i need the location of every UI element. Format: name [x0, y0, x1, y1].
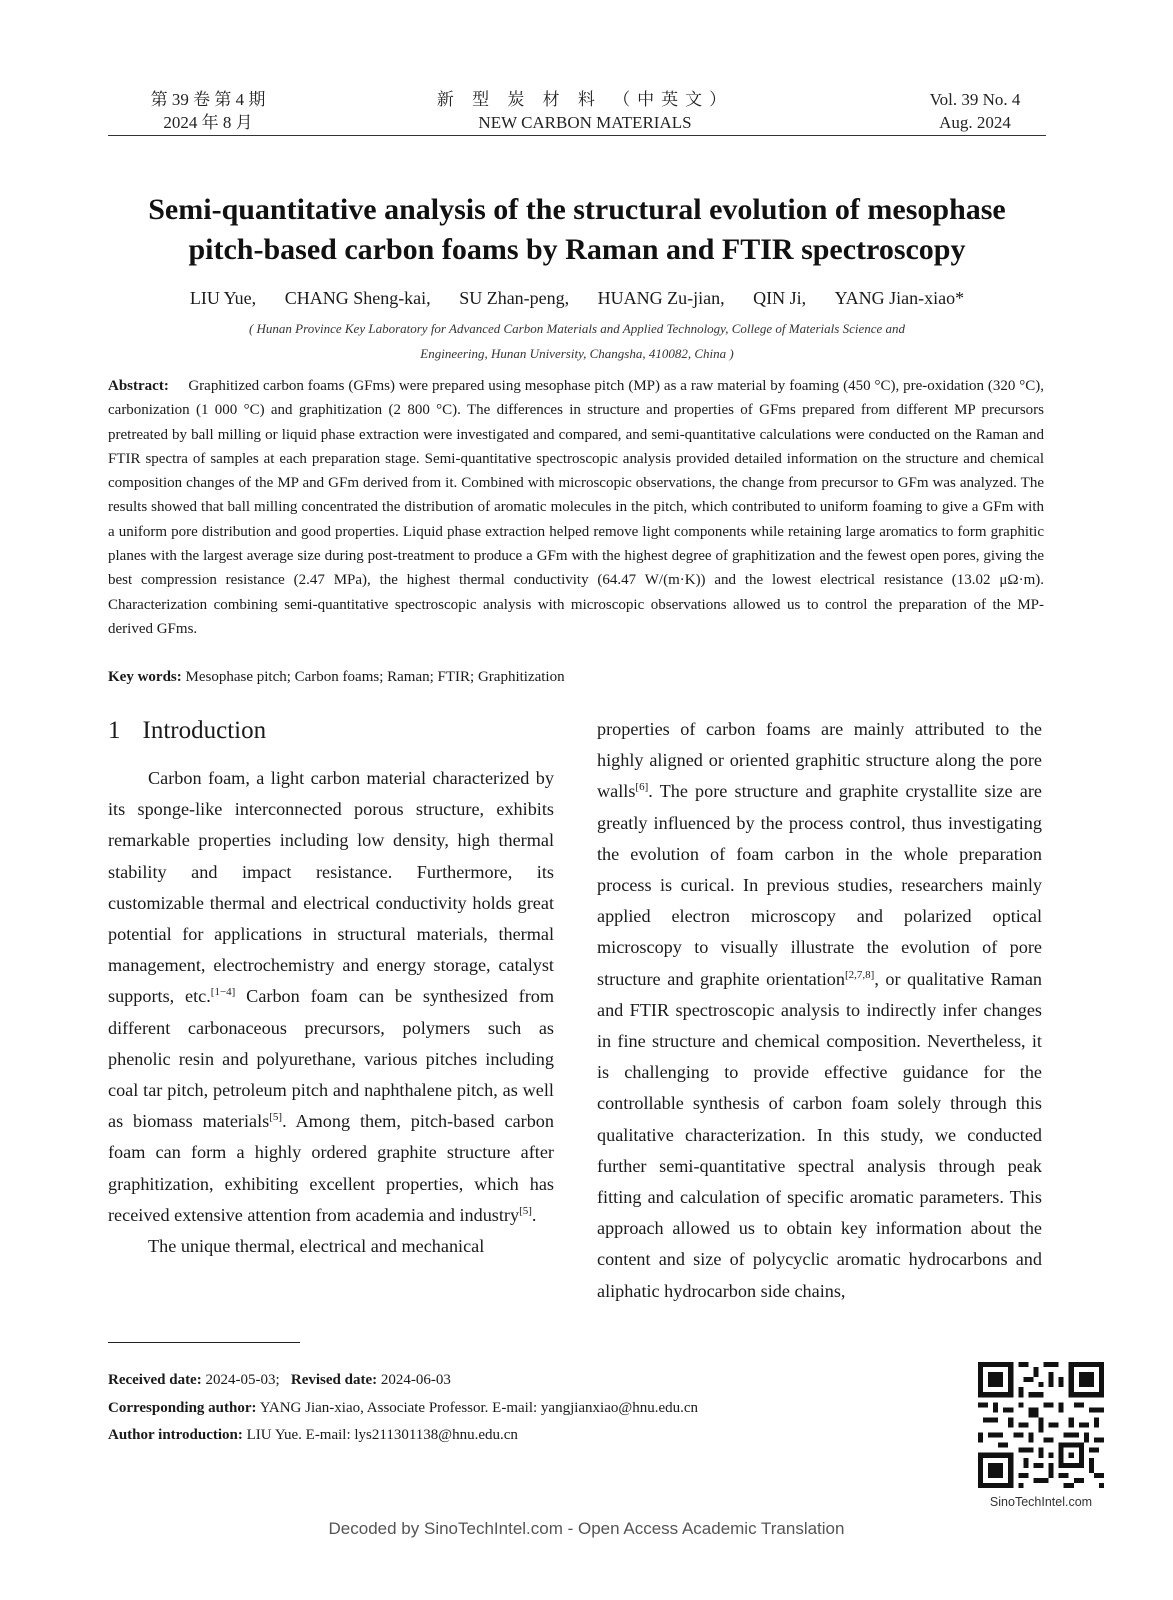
date-en: Aug. 2024 — [939, 113, 1011, 132]
text-run: , or qualitative Raman and FTIR spectroscopic analysis to indirectly infer changes in fine structure and chemical composition. Nevertheless, it is challenging to provide effective guidance for the controllable synthesis of carbon foam solely through this qualitative characterization. In this study, we conducted further semi-quantitative spectral analysis through peak fitting and calculation of specific aromatic parameters. This approach allowed us to obtain key information about the content and size of polycyclic aromatic hydrocarbons and aliphatic hydrocarbon side chains, — [597, 968, 1042, 1301]
journal-volume-cn — [128, 88, 288, 134]
affiliation — [150, 316, 1004, 366]
author: YANG Jian-xiao* — [834, 288, 965, 308]
author: LIU Yue, — [189, 288, 257, 308]
body-column-right — [597, 714, 1042, 1307]
author: QIN Ji, — [753, 288, 807, 308]
author-list — [108, 287, 1046, 309]
journal-volume-en — [900, 88, 1050, 134]
journal-name-cn: 新 型 炭 材 料 （中英文） — [436, 90, 734, 109]
paragraph — [108, 763, 554, 1231]
section-heading — [108, 716, 266, 746]
revised-date: 2024-06-03 — [380, 1372, 451, 1388]
received-label: Received date: — [108, 1372, 202, 1388]
corresponding-text[interactable]: YANG Jian-xiao, Associate Professor. E-mail: yangjianxiao@hnu.edu.cn — [259, 1399, 699, 1416]
abstract-label: Abstract: — [108, 378, 169, 394]
affiliation-line-1: ( Hunan Province Key Laboratory for Advanced Carbon Materials and Applied Technology, College of Materials Science and — [248, 321, 906, 336]
citation[interactable]: [2,7,8] — [844, 968, 875, 981]
revised-label: Revised date: — [290, 1372, 378, 1388]
paragraph: The unique thermal, electrical and mechanical — [148, 1236, 485, 1257]
footnote — [108, 1367, 948, 1450]
section-title: Introduction — [142, 717, 267, 744]
keywords-text: Mesophase pitch; Carbon foams; Raman; FTIR; Graphitization — [185, 669, 565, 685]
corresponding-line — [108, 1395, 948, 1423]
author-intro-line — [108, 1422, 948, 1450]
abstract — [108, 374, 1044, 641]
section-number: 1 — [108, 717, 121, 744]
qr-caption[interactable]: SinoTechIntel.com — [989, 1495, 1093, 1509]
corresponding-label: Corresponding author: — [108, 1399, 257, 1416]
body-column-left — [108, 763, 554, 1262]
volume-issue-en: Vol. 39 No. 4 — [929, 90, 1021, 109]
text-run: properties of carbon foams are mainly attributed to the highly aligned or oriented graphitic structure along the pore walls — [597, 719, 1042, 802]
text-run: Carbon foam can be synthesized from different carbonaceous precursors, polymers such as phenolic resin and polyurethane, various pitches including coal tar pitch, petroleum pitch and naphthalene pitch, as well as biomass materials — [108, 986, 554, 1132]
title-line-1: Semi-quantitative analysis of the structural evolution of mesophase — [148, 193, 1006, 226]
received-date: 2024-05-03; — [205, 1372, 280, 1388]
author: HUANG Zu-jian, — [597, 288, 725, 308]
title-line-2: pitch-based carbon foams by Raman and FTIR spectroscopy — [188, 233, 966, 266]
author: CHANG Sheng-kai, — [284, 288, 431, 308]
citation[interactable]: [1−4] — [210, 986, 236, 999]
paper-title — [108, 190, 1046, 270]
header-rule — [108, 135, 1046, 136]
paragraph — [597, 714, 1042, 1307]
watermark: Decoded by SinoTechIntel.com - Open Access Academic Translation — [328, 1519, 845, 1538]
author: SU Zhan-peng, — [459, 288, 570, 308]
date-cn: 2024 年 8 月 — [163, 113, 253, 132]
journal-name-en: NEW CARBON MATERIALS — [478, 113, 692, 132]
citation[interactable]: [5] — [269, 1111, 283, 1124]
qr-code[interactable] — [978, 1362, 1104, 1488]
text-run: . The pore structure and graphite crystallite size are greatly influenced by the process control, thus investigating the evolution of foam carbon in the whole preparation process is curical. In previous studies, researchers mainly applied electron microscopy and polarized optical microscopy to visually illustrate the evolution of pore structure and graphite orientation — [597, 781, 1042, 989]
text-run: . — [531, 1204, 537, 1225]
keywords-label: Key words: — [108, 669, 182, 685]
dates-line — [108, 1367, 948, 1395]
affiliation-line-2: Engineering, Hunan University, Changsha, 410082, China ) — [420, 346, 734, 361]
author-intro-text[interactable]: LIU Yue. E-mail: lys211301138@hnu.edu.cn — [246, 1427, 518, 1443]
abstract-text: Graphitized carbon foams (GFms) were prepared using mesophase pitch (MP) as a raw material by foaming (450 °C), pre-oxidation (320 °C), carbonization (1 000 °C) and graphitization (2 800 °C). The differences in structure and properties of GFms prepared from different MP precursors pretreated by ball milling or liquid phase extraction were investigated and compared, and semi-quantitative calculations were conducted on the Raman and FTIR spectra of samples at each preparation stage. Semi-quantitative spectroscopic analysis provided detailed information on the structure and chemical composition changes of the MP and GFm derived from it. Combined with microscopic observations, the change from precursor to GFm was analyzed. The results showed that ball milling concentrated the distribution of aromatic molecules in the pitch, which contributed to uniform foaming to give a GFm with a uniform pore distribution and good properties. Liquid phase extraction helped remove light components while retaining large aromatics to form graphitic planes with the largest average size during post-treatment to produce a GFm with the highest degree of graphitization and the fewest open pores, giving the best compression resistance (2.47 MPa), the highest thermal conductivity (64.47 W/(m·K)) and the lowest electrical resistance (13.02 μΩ·m). Characterization combining semi-quantitative spectroscopic analysis with microscopic observations allowed us to control the preparation of the MP-derived GFms. — [108, 378, 1044, 637]
text-run: Carbon foam, a light carbon material characterized by its sponge-like interconnected porous structure, exhibits remarkable properties including low density, high thermal stability and impact resistance. Furthermore, its customizable thermal and electrical conductivity holds great potential for applications in structural materials, thermal management, electrochemistry and energy storage, catalyst supports, etc. — [108, 768, 554, 1007]
footnote-rule — [108, 1342, 300, 1343]
author-intro-label: Author introduction: — [108, 1427, 243, 1443]
keywords — [108, 666, 1044, 688]
volume-issue-cn: 第 39 卷 第 4 期 — [150, 90, 266, 109]
citation[interactable]: [5] — [519, 1204, 532, 1217]
text-run: . Among them, pitch-based carbon foam can form a highly ordered graphite structure after graphitization, exhibiting excellent properties, which has received extensive attention from academia and industry — [108, 1111, 554, 1225]
journal-name — [420, 88, 750, 134]
citation[interactable]: [6] — [635, 781, 649, 794]
